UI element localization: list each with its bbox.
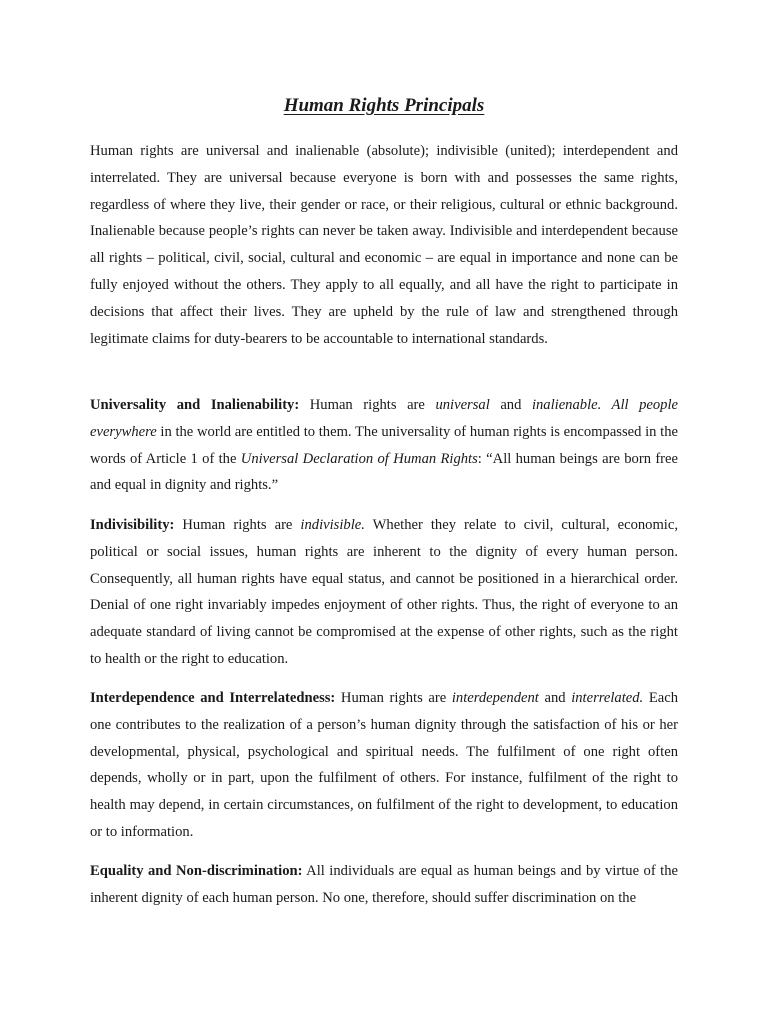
- interdependence-paragraph: [90, 685, 678, 846]
- interdependence-em-2: interrelated.: [571, 690, 644, 706]
- equality-text-1: All individuals are equal as human beings and by virtue of the inherent dignity of each human person. No one, therefore, should suffer discrimination on the: [90, 863, 678, 906]
- universality-paragraph: [90, 392, 678, 499]
- universality-em-2: inalienable. All people everywhere: [90, 397, 678, 440]
- universality-heading: Universality and Inalienability:: [90, 397, 300, 413]
- indivisibility-paragraph: [90, 512, 678, 673]
- indivisibility-heading: Indivisibility:: [90, 517, 175, 533]
- indivisibility-em-1: indivisible.: [300, 517, 365, 533]
- interdependence-heading: Interdependence and Interrelatedness:: [90, 690, 336, 706]
- equality-paragraph: [90, 858, 678, 912]
- interdependence-text-2: and: [538, 690, 572, 706]
- indivisibility-text-2: Whether they relate to civil, cultural, economic, political or social issues, human rights are inherent to the dignity of every human person. Consequently, all human rights have equal status, and cannot be positioned in a hierarchical order. Denial of one right invariably impedes enjoyment of other rights. Thus, the right of everyone to an adequate standard of living cannot be compromised at the expense of other rights, such as the right to health or the right to education.: [90, 517, 678, 667]
- universality-text-1: Human rights are: [299, 397, 436, 413]
- document-title: Human Rights Principals: [283, 95, 485, 116]
- interdependence-text-1: Human rights are: [335, 690, 452, 706]
- indivisibility-text-1: Human rights are: [174, 517, 301, 533]
- universality-em-1: universal: [435, 397, 490, 413]
- universality-text-2: and: [489, 397, 532, 413]
- equality-heading: Equality and Non-discrimination:: [90, 863, 303, 879]
- interdependence-text-3: Each one contributes to the realization of a person’s human dignity through the satisfaction of his or her developmental, physical, psychological and spiritual needs. The fulfilment of one right often depends, wholly or in part, upon the fulfilment of others. For instance, fulfilment of the right to health may depend, in certain circumstances, on fulfilment of the right to development, to education or to information.: [90, 690, 678, 840]
- interdependence-em-1: interdependent: [451, 690, 539, 706]
- intro-paragraph: Human rights are universal and inalienable (absolute); indivisible (united); interdependent and interrelated. They are universal because everyone is born with and possesses the same rights, regardless of where they live, their gender or race, or their religious, cultural or ethnic background. Inalienable because people’s rights can never be taken away. Indivisible and interdependent because all rights – political, civil, social, cultural and economic – are equal in importance and none can be fully enjoyed without the others. They apply to all equally, and all have the right to participate in decisions that affect their lives. They are upheld by the rule of law and strengthened through legitimate claims for duty-bearers to be accountable to international standards.: [90, 143, 678, 347]
- universality-text-4: : “All human beings are born free and equal in dignity and rights.”: [90, 450, 678, 494]
- universality-text-3: in the world are entitled to them. The universality of human rights is encompassed in the words of Article 1 of the: [90, 423, 678, 467]
- universality-em-3: Universal Declaration of Human Rights: [240, 450, 478, 467]
